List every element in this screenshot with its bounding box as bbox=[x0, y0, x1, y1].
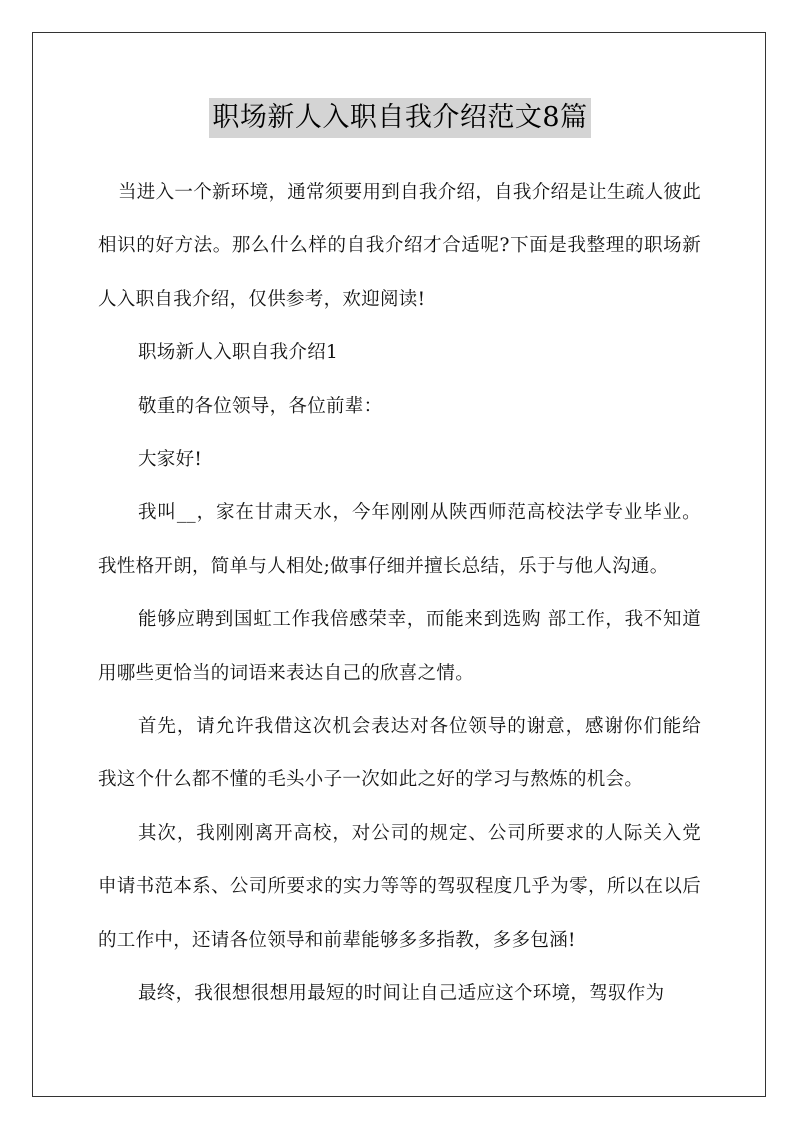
section-heading: 职场新人入职自我介绍1 bbox=[138, 342, 339, 364]
intro-paragraph: 当进入一个新环境，通常须要用到自我介绍，自我介绍是让生疏人彼此相识的好方法。那么什么样的自我介绍才合适呢?下面是我整理的职场新人入职自我介绍，仅供参考，欢迎阅读! bbox=[98, 182, 701, 310]
body-paragraph: 能够应聘到国虹工作我倍感荣幸，而能来到选购 部工作，我不知道用哪些更恰当的词语来表达自己的欣喜之情。 bbox=[98, 609, 701, 684]
document-title: 职场新人入职自我介绍范文8篇 bbox=[209, 98, 590, 138]
greeting-paragraph: 大家好! bbox=[138, 449, 203, 471]
body-paragraph: 我叫__，家在甘肃天水，今年刚刚从陕西师范高校法学专业毕业。我性格开朗，简单与人相处;做事仔细并擅长总结，乐于与他人沟通。 bbox=[98, 502, 701, 577]
salutation-paragraph: 敬重的各位领导，各位前辈： bbox=[138, 395, 383, 417]
body-paragraph: 最终，我很想很想用最短的时间让自己适应这个环境，驾驭作为 bbox=[138, 983, 665, 1005]
body-paragraph: 其次，我刚刚离开高校，对公司的规定、公司所要求的人际关入党申请书范本系、公司所要求的实力等等的驾驭程度几乎为零，所以在以后的工作中，还请各位领导和前辈能够多多指教，多多包涵! bbox=[98, 822, 701, 951]
title-container bbox=[0, 98, 800, 138]
document-body bbox=[98, 166, 701, 1021]
body-paragraph: 首先，请允许我借这次机会表达对各位领导的谢意，感谢你们能给我这个什么都不懂的毛头小子一次如此之好的学习与熬炼的机会。 bbox=[98, 716, 701, 791]
